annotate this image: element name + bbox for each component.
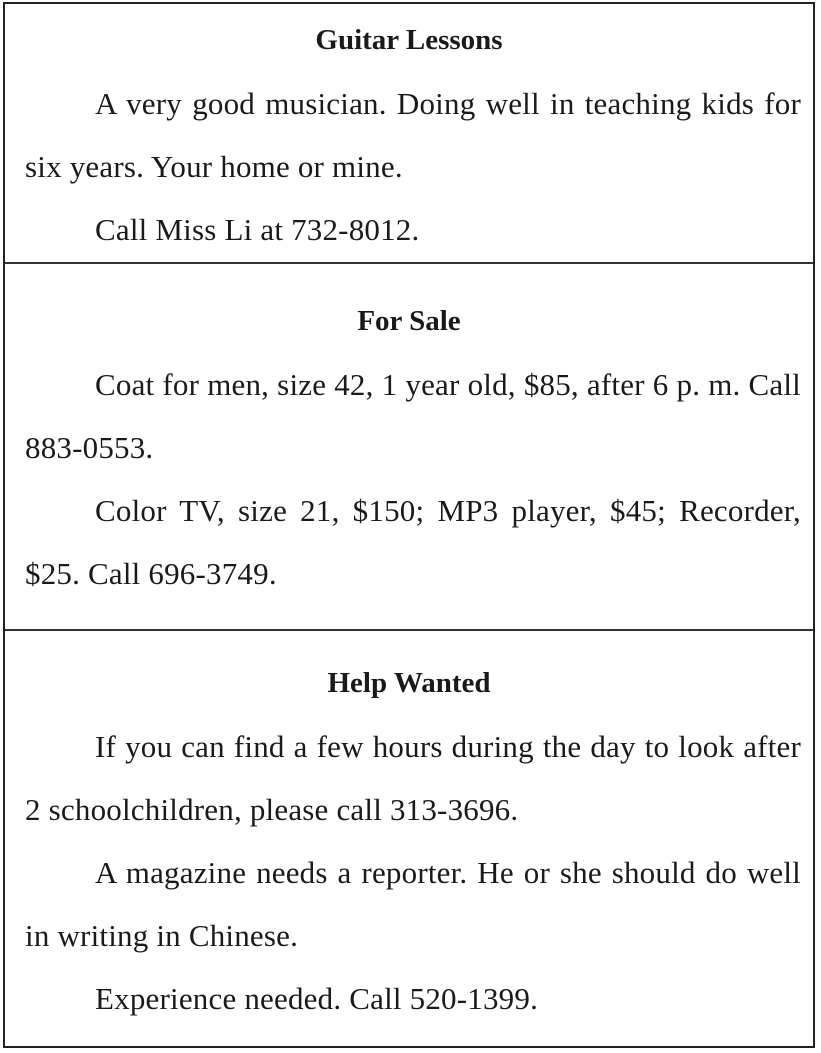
ad-section-help-wanted xyxy=(5,631,813,1048)
ad-paragraph: If you can find a few hours during the day to look after 2 schoolchildren, please call 313-3696. xyxy=(25,729,801,827)
ads-board xyxy=(3,2,815,1048)
ad-paragraph: A magazine needs a reporter. He or she should do well in writing in Chinese. xyxy=(25,855,801,953)
section-title: Help Wanted xyxy=(327,667,491,699)
ad-paragraph: Coat for men, size 42, 1 year old, $85, after 6 p. m. Call 883-0553. xyxy=(25,367,801,465)
section-title: For Sale xyxy=(357,305,461,337)
section-title: Guitar Lessons xyxy=(315,24,503,56)
ad-section-for-sale xyxy=(5,264,813,631)
ad-paragraph: A very good musician. Doing well in teaching kids for six years. Your home or mine. xyxy=(25,86,801,184)
ad-paragraph: Experience needed. Call 520-1399. xyxy=(95,981,539,1016)
ad-section-guitar-lessons xyxy=(5,4,813,264)
ad-paragraph: Call Miss Li at 732-8012. xyxy=(95,212,420,247)
ad-paragraph: Color TV, size 21, $150; MP3 player, $45; Recorder, $25. Call 696-3749. xyxy=(25,493,801,591)
